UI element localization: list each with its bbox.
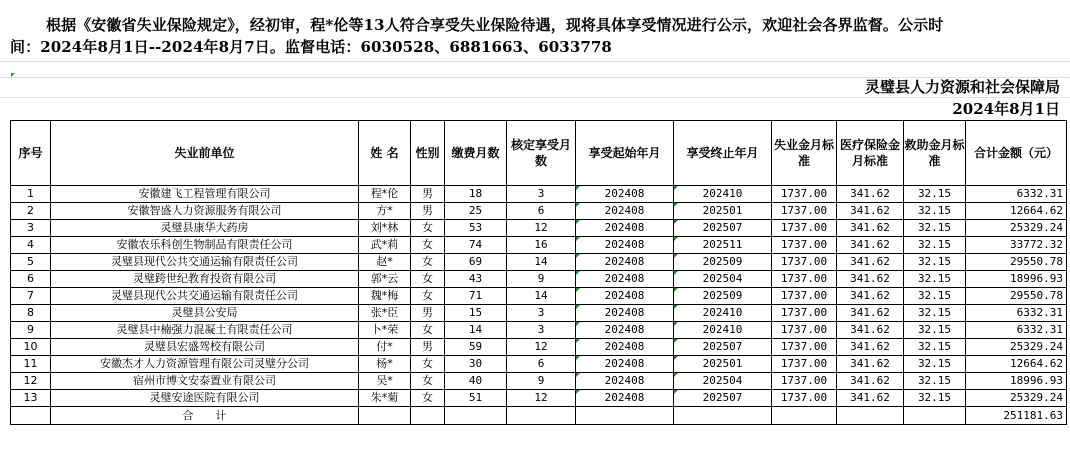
cell-benefit-standard: 1737.00	[772, 305, 837, 322]
cell-employer: 灵璧县现代公共交通运输有限责任公司	[51, 254, 359, 271]
cell-name: 赵*	[359, 254, 411, 271]
cell-index: 1	[11, 186, 51, 203]
cell-medical-standard: 341.62	[837, 288, 904, 305]
cell-benefit-standard: 1737.00	[772, 373, 837, 390]
cell-total-amount: 25329.24	[966, 220, 1067, 237]
total-label: 合 计	[51, 407, 359, 425]
cell-marker-icon	[11, 73, 15, 77]
cell-gender: 女	[411, 220, 445, 237]
cell-relief-standard: 32.15	[904, 356, 966, 373]
cell-relief-standard: 32.15	[904, 339, 966, 356]
cell-total-amount: 18996.93	[966, 271, 1067, 288]
total-blank-cell	[772, 407, 837, 425]
cell-benefit-standard: 1737.00	[772, 237, 837, 254]
cell-name: 张*臣	[359, 305, 411, 322]
cell-approved-months: 12	[507, 390, 576, 407]
cell-start-month: 202408	[576, 220, 674, 237]
cell-benefit-standard: 1737.00	[772, 203, 837, 220]
table-row	[11, 356, 1067, 373]
cell-paid-months: 59	[445, 339, 507, 356]
table-row	[11, 186, 1067, 203]
cell-paid-months: 40	[445, 373, 507, 390]
cell-employer: 安徽杰才人力资源管理有限公司灵璧分公司	[51, 356, 359, 373]
cell-index: 6	[11, 271, 51, 288]
table-row	[11, 254, 1067, 271]
cell-benefit-standard: 1737.00	[772, 356, 837, 373]
cell-name: 郭*云	[359, 271, 411, 288]
total-amount: 251181.63	[966, 407, 1067, 425]
cell-total-amount: 12664.62	[966, 356, 1067, 373]
cell-start-month: 202408	[576, 288, 674, 305]
cell-paid-months: 53	[445, 220, 507, 237]
cell-name: 魏*梅	[359, 288, 411, 305]
header-start-month: 享受起始年月	[576, 121, 674, 186]
cell-benefit-standard: 1737.00	[772, 390, 837, 407]
cell-index: 9	[11, 322, 51, 339]
cell-index: 13	[11, 390, 51, 407]
cell-medical-standard: 341.62	[837, 322, 904, 339]
cell-medical-standard: 341.62	[837, 271, 904, 288]
cell-relief-standard: 32.15	[904, 220, 966, 237]
header-index: 序号	[11, 121, 51, 186]
cell-end-month: 202501	[674, 203, 772, 220]
cell-index: 4	[11, 237, 51, 254]
cell-gender: 女	[411, 356, 445, 373]
cell-index: 12	[11, 373, 51, 390]
cell-approved-months: 3	[507, 186, 576, 203]
header-name: 姓 名	[359, 121, 411, 186]
cell-approved-months: 9	[507, 373, 576, 390]
cell-name: 刘*林	[359, 220, 411, 237]
sheet-gridline	[0, 97, 1070, 98]
cell-employer: 灵璧县中楠强力混凝土有限责任公司	[51, 322, 359, 339]
cell-medical-standard: 341.62	[837, 339, 904, 356]
cell-total-amount: 6332.31	[966, 305, 1067, 322]
cell-total-amount: 25329.24	[966, 390, 1067, 407]
notice-line-2: 间：2024年8月1日--2024年8月7日。监督电话：6030528、6881663、6033778	[10, 38, 612, 56]
cell-end-month: 202509	[674, 254, 772, 271]
cell-relief-standard: 32.15	[904, 305, 966, 322]
cell-name: 吴*	[359, 373, 411, 390]
cell-end-month: 202504	[674, 373, 772, 390]
header-approved-months: 核定享受月数	[507, 121, 576, 186]
cell-paid-months: 71	[445, 288, 507, 305]
cell-approved-months: 12	[507, 220, 576, 237]
cell-medical-standard: 341.62	[837, 203, 904, 220]
header-gender: 性别	[411, 121, 445, 186]
cell-end-month: 202410	[674, 186, 772, 203]
cell-start-month: 202408	[576, 390, 674, 407]
cell-index: 3	[11, 220, 51, 237]
cell-index: 11	[11, 356, 51, 373]
cell-end-month: 202511	[674, 237, 772, 254]
cell-total-amount: 33772.32	[966, 237, 1067, 254]
cell-total-amount: 29550.78	[966, 254, 1067, 271]
cell-benefit-standard: 1737.00	[772, 186, 837, 203]
cell-benefit-standard: 1737.00	[772, 322, 837, 339]
cell-end-month: 202501	[674, 356, 772, 373]
cell-approved-months: 3	[507, 322, 576, 339]
table-row	[11, 203, 1067, 220]
cell-name: 武*莉	[359, 237, 411, 254]
cell-paid-months: 51	[445, 390, 507, 407]
table-row	[11, 271, 1067, 288]
cell-paid-months: 14	[445, 322, 507, 339]
cell-approved-months: 3	[507, 305, 576, 322]
cell-approved-months: 14	[507, 288, 576, 305]
cell-name: 杨*	[359, 356, 411, 373]
cell-start-month: 202408	[576, 339, 674, 356]
cell-relief-standard: 32.15	[904, 186, 966, 203]
cell-employer: 灵璧县康华大药房	[51, 220, 359, 237]
cell-start-month: 202408	[576, 373, 674, 390]
total-blank-cell	[904, 407, 966, 425]
cell-index: 10	[11, 339, 51, 356]
cell-name: 程*伦	[359, 186, 411, 203]
cell-name: 卜*荣	[359, 322, 411, 339]
cell-paid-months: 43	[445, 271, 507, 288]
notice-paragraph	[10, 14, 1065, 58]
cell-relief-standard: 32.15	[904, 288, 966, 305]
cell-end-month: 202410	[674, 322, 772, 339]
cell-index: 8	[11, 305, 51, 322]
table-row	[11, 373, 1067, 390]
cell-approved-months: 16	[507, 237, 576, 254]
cell-start-month: 202408	[576, 254, 674, 271]
cell-end-month: 202507	[674, 339, 772, 356]
table-header-row	[11, 121, 1067, 186]
cell-gender: 女	[411, 373, 445, 390]
table-row	[11, 339, 1067, 356]
cell-approved-months: 9	[507, 271, 576, 288]
cell-paid-months: 30	[445, 356, 507, 373]
total-blank-cell	[507, 407, 576, 425]
cell-start-month: 202408	[576, 186, 674, 203]
cell-end-month: 202410	[674, 305, 772, 322]
cell-employer: 灵璧县宏盛驾校有限公司	[51, 339, 359, 356]
cell-index: 2	[11, 203, 51, 220]
cell-paid-months: 69	[445, 254, 507, 271]
cell-gender: 女	[411, 390, 445, 407]
cell-relief-standard: 32.15	[904, 237, 966, 254]
cell-gender: 女	[411, 237, 445, 254]
total-blank-cell	[445, 407, 507, 425]
unemployment-benefit-table	[10, 120, 1067, 425]
cell-start-month: 202408	[576, 237, 674, 254]
cell-start-month: 202408	[576, 322, 674, 339]
cell-gender: 女	[411, 254, 445, 271]
cell-approved-months: 12	[507, 339, 576, 356]
cell-employer: 宿州市博文安泰置业有限公司	[51, 373, 359, 390]
cell-start-month: 202408	[576, 203, 674, 220]
cell-end-month: 202507	[674, 220, 772, 237]
cell-relief-standard: 32.15	[904, 203, 966, 220]
cell-employer: 安徽智盛人力资源服务有限公司	[51, 203, 359, 220]
total-blank-cell	[359, 407, 411, 425]
cell-employer: 灵璧县公安局	[51, 305, 359, 322]
cell-start-month: 202408	[576, 305, 674, 322]
cell-paid-months: 15	[445, 305, 507, 322]
table-row	[11, 237, 1067, 254]
cell-employer: 安徽建飞工程管理有限公司	[51, 186, 359, 203]
cell-relief-standard: 32.15	[904, 322, 966, 339]
cell-medical-standard: 341.62	[837, 186, 904, 203]
cell-medical-standard: 341.62	[837, 390, 904, 407]
cell-gender: 女	[411, 288, 445, 305]
cell-medical-standard: 341.62	[837, 373, 904, 390]
cell-benefit-standard: 1737.00	[772, 288, 837, 305]
cell-paid-months: 74	[445, 237, 507, 254]
cell-relief-standard: 32.15	[904, 254, 966, 271]
cell-relief-standard: 32.15	[904, 390, 966, 407]
cell-total-amount: 25329.24	[966, 339, 1067, 356]
cell-start-month: 202408	[576, 271, 674, 288]
cell-paid-months: 25	[445, 203, 507, 220]
cell-gender: 男	[411, 339, 445, 356]
cell-total-amount: 12664.62	[966, 203, 1067, 220]
cell-name: 付*	[359, 339, 411, 356]
cell-end-month: 202507	[674, 390, 772, 407]
header-benefit-standard: 失业金月标准	[772, 121, 837, 186]
cell-employer: 安徽农乐科创生物制品有限责任公司	[51, 237, 359, 254]
total-blank-cell	[11, 407, 51, 425]
cell-total-amount: 29550.78	[966, 288, 1067, 305]
cell-employer: 灵璧跨世纪教育投资有限公司	[51, 271, 359, 288]
header-paid-months: 缴费月数	[445, 121, 507, 186]
cell-relief-standard: 32.15	[904, 373, 966, 390]
sheet-gridline	[0, 61, 1070, 62]
cell-total-amount: 18996.93	[966, 373, 1067, 390]
cell-medical-standard: 341.62	[837, 305, 904, 322]
cell-approved-months: 6	[507, 203, 576, 220]
cell-relief-standard: 32.15	[904, 271, 966, 288]
total-blank-cell	[837, 407, 904, 425]
cell-benefit-standard: 1737.00	[772, 254, 837, 271]
cell-index: 7	[11, 288, 51, 305]
cell-medical-standard: 341.62	[837, 237, 904, 254]
cell-name: 方*	[359, 203, 411, 220]
cell-end-month: 202504	[674, 271, 772, 288]
cell-benefit-standard: 1737.00	[772, 271, 837, 288]
cell-gender: 男	[411, 186, 445, 203]
cell-gender: 男	[411, 305, 445, 322]
cell-gender: 男	[411, 203, 445, 220]
header-employer: 失业前单位	[51, 121, 359, 186]
header-medical-standard: 医疗保险金月标准	[837, 121, 904, 186]
total-row	[11, 407, 1067, 425]
cell-employer: 灵璧县现代公共交通运输有限责任公司	[51, 288, 359, 305]
total-blank-cell	[576, 407, 674, 425]
issuing-organization: 灵璧县人力资源和社会保障局	[864, 78, 1060, 96]
cell-approved-months: 6	[507, 356, 576, 373]
cell-benefit-standard: 1737.00	[772, 220, 837, 237]
table-row	[11, 288, 1067, 305]
cell-employer: 灵璧安途医院有限公司	[51, 390, 359, 407]
table-row	[11, 220, 1067, 237]
table-body	[11, 186, 1067, 425]
cell-start-month: 202408	[576, 356, 674, 373]
total-blank-cell	[674, 407, 772, 425]
cell-benefit-standard: 1737.00	[772, 339, 837, 356]
notice-line-1: 根据《安徽省失业保险规定》，经初审，程*伦等13人符合享受失业保险待遇，现将具体享受情况进行公示，欢迎社会各界监督。公示时	[46, 16, 944, 34]
cell-end-month: 202509	[674, 288, 772, 305]
header-end-month: 享受终止年月	[674, 121, 772, 186]
table-row	[11, 305, 1067, 322]
cell-total-amount: 6332.31	[966, 322, 1067, 339]
cell-index: 5	[11, 254, 51, 271]
table-row	[11, 322, 1067, 339]
header-relief-standard: 救助金月标准	[904, 121, 966, 186]
cell-paid-months: 18	[445, 186, 507, 203]
cell-medical-standard: 341.62	[837, 220, 904, 237]
cell-total-amount: 6332.31	[966, 186, 1067, 203]
cell-gender: 女	[411, 322, 445, 339]
total-blank-cell	[411, 407, 445, 425]
issue-date: 2024年8月1日	[952, 100, 1060, 118]
table-row	[11, 390, 1067, 407]
cell-name: 朱*菊	[359, 390, 411, 407]
cell-medical-standard: 341.62	[837, 254, 904, 271]
cell-medical-standard: 341.62	[837, 356, 904, 373]
cell-gender: 女	[411, 271, 445, 288]
cell-approved-months: 14	[507, 254, 576, 271]
header-total-amount: 合计金额（元）	[966, 121, 1067, 186]
